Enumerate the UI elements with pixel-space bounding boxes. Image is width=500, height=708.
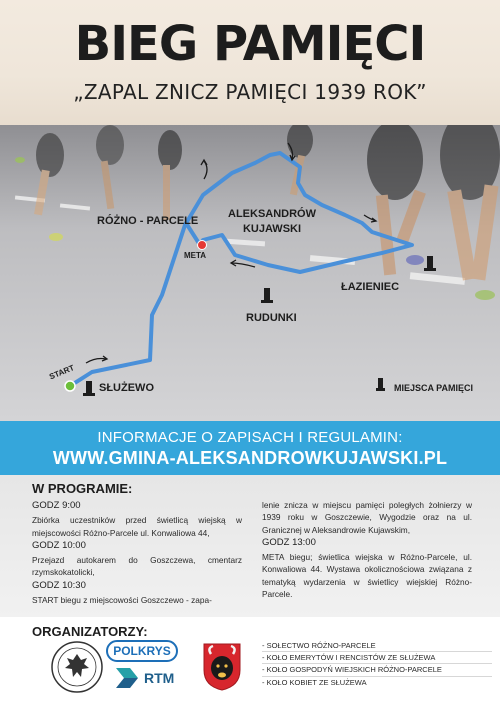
label-aleksandrow-line1: ALEKSANDRÓW — [228, 208, 316, 220]
info-heading: INFORMACJE O ZAPISACH I REGULAMIN: — [97, 429, 403, 446]
program-desc-3a: START biegu z miejscowości Goszczewo - zapa- — [32, 595, 212, 606]
website-link[interactable]: WWW.GMINA-ALEKSANDROWKUJAWSKI.PL — [52, 448, 448, 468]
event-title: BIEG PAMIĘCI — [74, 16, 426, 72]
organizer-logos — [50, 638, 250, 700]
label-meta: META — [184, 251, 207, 260]
event-subtitle: „ZAPAL ZNICZ PAMIĘCI 1939 ROK” — [73, 80, 427, 104]
label-aleksandrow-line2: KUJAWSKI — [242, 223, 302, 235]
program-column-left — [32, 499, 242, 606]
label-start: START — [48, 363, 76, 382]
organizer-item: - SOŁECTWO RÓŻNO-PARCELE — [262, 640, 492, 652]
route-map — [0, 125, 500, 421]
polkrys-text: POLKRYS — [113, 644, 171, 658]
organizer-item: - KOŁO EMERYTÓW I RENCISTÓW ZE SŁUŻEWA — [262, 652, 492, 664]
start-point-marker — [65, 381, 75, 391]
info-band — [0, 421, 500, 475]
program-time-3: GODZ 10:30 — [32, 579, 86, 591]
program-desc-2: Przejazd autokarem do Goszczewa, cmentarz rzymskokatolicki, — [32, 555, 242, 578]
program-time-1: GODZ 9:00 — [32, 500, 81, 511]
rtm-logo: RTM — [144, 670, 175, 686]
label-lazieniec: ŁAZIENIEC — [341, 281, 400, 293]
program-column-right — [262, 499, 472, 600]
legend-memorial-sites: MIEJSCA PAMIĘCI — [394, 383, 474, 393]
label-sluzewo: SŁUŻEWO — [99, 382, 154, 394]
program-desc-4: META biegu; świetlica wiejska w Różno-Parcele, ul. Konwaliowa 44. Wystawa okolicznościowa związana z tematyką wydarzenia w świetlicy wiejskiej Różno-Parcele. — [262, 552, 472, 600]
coat-of-arms-logo — [202, 642, 242, 692]
emblem-seal-logo — [50, 640, 104, 694]
label-rudunki: RUDUNKI — [246, 312, 297, 324]
header-banner — [0, 0, 500, 125]
label-rozno-parcele: RÓŻNO - PARCELE — [97, 215, 199, 227]
polkrys-logo — [106, 640, 178, 662]
program-time-4: GODZ 13:00 — [262, 536, 316, 548]
rtm-mark-icon — [114, 666, 142, 690]
organizer-item: - KOŁO KOBIET ZE SŁUŻEWA — [262, 677, 367, 687]
organizer-item: - KOŁO GOSPODYŃ WIEJSKICH RÓŻNO-PARCELE — [262, 664, 492, 676]
organizers-title: ORGANIZATORZY: — [32, 624, 148, 639]
program-desc-1: Zbiórka uczestników przed świetlicą wiejską w miejscowości Różno-Parcele ul. Konwaliowa 44, — [32, 515, 242, 538]
organizers-list — [262, 640, 492, 688]
program-title: W PROGRAMIE: — [32, 481, 133, 496]
label-aleksandrow — [222, 207, 322, 237]
program-desc-3b: lenie znicza w miejscu pamięci poległych żołnierzy w 1939 roku w Goszczewie, Wygodzie oraz na ul. Granicznej w Aleksandrowie Kujawskim, — [262, 500, 472, 535]
meta-point-marker — [198, 241, 207, 250]
program-time-2: GODZ 10:00 — [32, 539, 86, 551]
route-map-graphic — [0, 125, 500, 421]
program-section — [0, 475, 500, 617]
